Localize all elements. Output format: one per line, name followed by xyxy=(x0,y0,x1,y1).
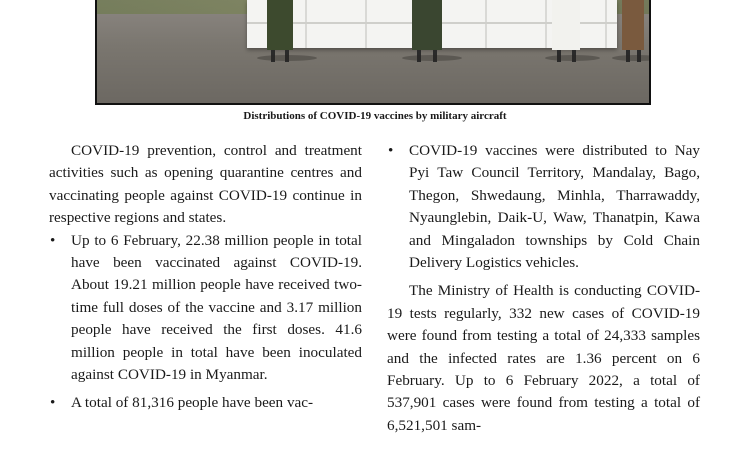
photo-person xyxy=(267,0,293,50)
left-column xyxy=(49,140,362,421)
right-column xyxy=(387,140,700,437)
photo-shadow xyxy=(545,55,600,61)
intro-paragraph: COVID-19 prevention, control and treatment activities such as opening quarantine centres and vaccinating people against COVID-19 continue in respective regions and states. xyxy=(49,142,362,227)
bullet-text: A total of 81,316 people have been vac- xyxy=(71,394,314,412)
photo-shadow xyxy=(612,55,651,61)
vaccine-distribution-photo xyxy=(95,0,651,105)
photo-person xyxy=(412,0,442,50)
body-paragraph: The Ministry of Health is conducting COVID-19 tests regularly, 332 new cases of COVID-19 were found from testing a total of 24,333 samples and the infected rates are 1.36 percent on 6 February. Up to 6 February 2022, a total of 537,901 cases were found from testing a total of 6,521,501 sam- xyxy=(387,282,700,434)
bullet-text: COVID-19 vaccines were distributed to Nay Pyi Taw Council Territory, Mandalay, Bago, Thegon, Shwedaung, Minhla, Tharrawaddy, Nyaunglebin, Daik-U, Waw, Thanatpin, Kawa and Mingaladon townships by Cold Chain Delivery Logistics vehicles. xyxy=(409,142,700,272)
bullet-marker: • xyxy=(50,394,56,412)
list-item xyxy=(49,392,362,414)
photo-shadow xyxy=(402,55,462,61)
photo-person xyxy=(552,0,580,50)
figure-caption: Distributions of COVID-19 vaccines by military aircraft xyxy=(243,110,507,122)
list-item xyxy=(49,230,362,387)
photo-person xyxy=(622,0,644,50)
photo-shadow xyxy=(257,55,317,61)
list-item xyxy=(387,140,700,274)
bullet-marker: • xyxy=(388,142,394,159)
bullet-marker: • xyxy=(50,231,56,249)
bullet-text: Up to 6 February, 22.38 million people in total have been vaccinated against COVID-19. About 19.21 million people have received two-time full doses of the vaccine and 3.17 million people have received the first doses. 41.6 million people in total have been inoculated against COVID-19 in Myanmar. xyxy=(71,231,362,384)
